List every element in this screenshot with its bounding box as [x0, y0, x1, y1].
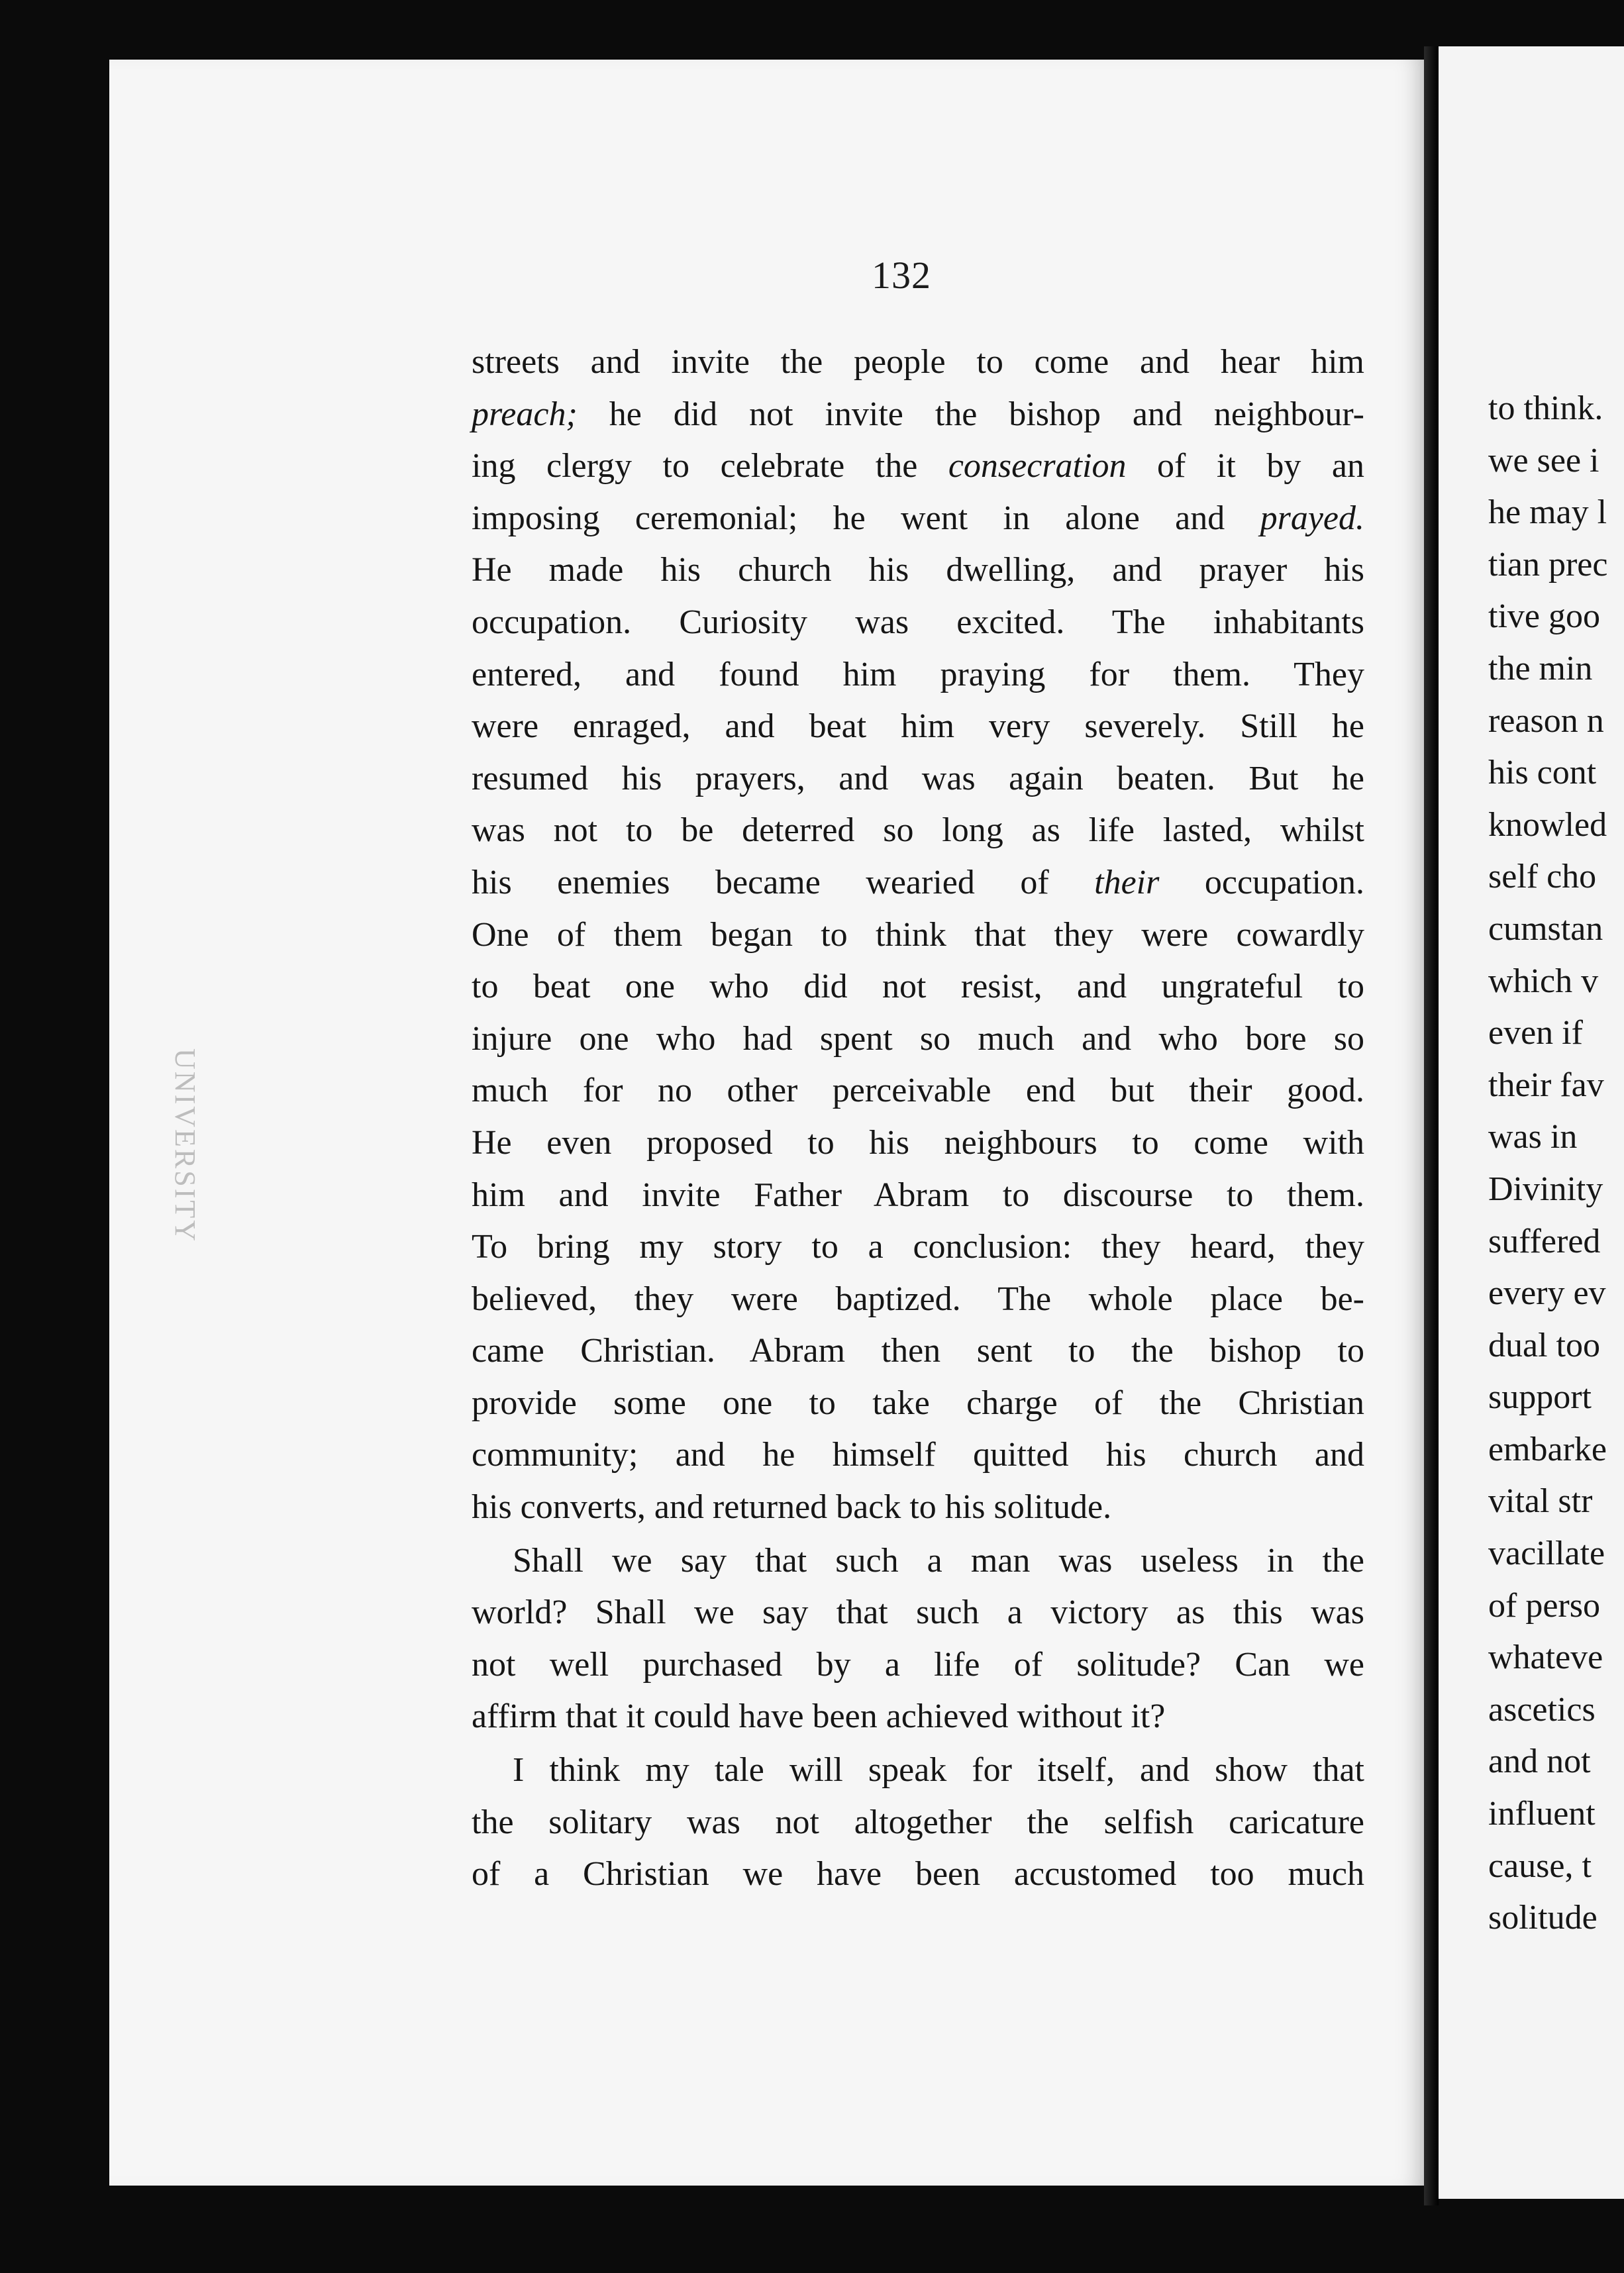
text-line: much for no other perceivable end but their good.: [472, 1072, 1364, 1110]
text-line: Shall we say that such a man was useless in the: [513, 1541, 1364, 1580]
right-text-line: support: [1488, 1378, 1592, 1417]
right-text-line: vacillate: [1488, 1535, 1605, 1573]
text-line: was not to be deterred so long as life lasted, whilst: [472, 811, 1364, 850]
right-text-line: vital str: [1488, 1482, 1593, 1521]
right-text-line: his cont: [1488, 754, 1597, 792]
text-line: to beat one who did not resist, and ungrateful to: [472, 968, 1364, 1006]
text-line: preach; he did not invite the bishop and neighbour-: [472, 395, 1364, 433]
right-text-line: and not: [1488, 1743, 1591, 1781]
right-text-line: solitude: [1488, 1899, 1598, 1937]
text-line: world? Shall we say that such a victory as this was: [472, 1593, 1364, 1632]
text-line: provide some one to take charge of the Christian: [472, 1384, 1364, 1422]
text-line: the solitary was not altogether the selfish caricature: [472, 1803, 1364, 1841]
text-line: were enraged, and beat him very severely. Still he: [472, 707, 1364, 746]
text-line: One of them began to think that they were cowardly: [472, 915, 1364, 954]
text-line: his enemies became wearied of their occupation.: [472, 863, 1364, 901]
paragraph-2: [472, 1535, 1364, 1743]
text-line: affirm that it could have been achieved without it?: [472, 1697, 1166, 1736]
right-text-line: tive goo: [1488, 597, 1600, 636]
right-text-line: was in: [1488, 1118, 1578, 1156]
text-line: He made his church his dwelling, and prayer his: [472, 551, 1364, 589]
right-text-line: embarke: [1488, 1430, 1607, 1468]
text-line: I think my tale will speak for itself, and show that: [513, 1751, 1364, 1790]
text-line: not well purchased by a life of solitude? Can we: [472, 1645, 1364, 1684]
text-line: ing clergy to celebrate the consecration of it by an: [472, 447, 1364, 485]
right-text-line: cause, t: [1488, 1846, 1592, 1885]
text-line: of a Christian we have been accustomed too much: [472, 1855, 1364, 1894]
right-text-line: whateve: [1488, 1639, 1603, 1677]
text-line: came Christian. Abram then sent to the bishop to: [472, 1332, 1364, 1370]
right-text-line: dual too: [1488, 1326, 1600, 1364]
body-text: [472, 336, 1364, 1901]
right-text-line: suffered: [1488, 1222, 1601, 1260]
library-stamp: UNIVERSITY: [169, 1048, 202, 1243]
right-text-line: Divinity: [1488, 1170, 1603, 1208]
text-line: imposing ceremonial; he went in alone and prayed.: [472, 499, 1364, 537]
right-text-line: cumstan: [1488, 909, 1603, 948]
text-line: injure one who had spent so much and who bore so: [472, 1019, 1364, 1058]
right-text-line: of perso: [1488, 1586, 1600, 1625]
text-line: occupation. Curiosity was excited. The inhabitants: [472, 603, 1364, 641]
right-text-line: influent: [1488, 1795, 1596, 1833]
right-text-line: tian prec: [1488, 545, 1608, 583]
text-line: resumed his prayers, and was again beaten. But he: [472, 759, 1364, 797]
right-text-line: we see i: [1488, 441, 1599, 480]
right-text-line: knowled: [1488, 805, 1607, 844]
text-line: streets and invite the people to come and hear him: [472, 343, 1364, 381]
right-text-line: which v: [1488, 962, 1599, 1000]
text-line: believed, they were baptized. The whole place be-: [472, 1280, 1364, 1318]
text-line: his converts, and returned back to his solitude.: [472, 1488, 1112, 1527]
right-text-line: every ev: [1488, 1274, 1606, 1313]
right-text-line: their fav: [1488, 1066, 1604, 1104]
right-text-line: even if: [1488, 1014, 1583, 1052]
right-page: [1439, 46, 1624, 2199]
right-text-line: reason n: [1488, 701, 1604, 740]
page-gutter-shadow: [1424, 46, 1439, 2205]
text-line: To bring my story to a conclusion: they heard, they: [472, 1228, 1364, 1266]
right-text-line: ascetics: [1488, 1690, 1596, 1729]
right-text-line: to think.: [1488, 389, 1603, 427]
paragraph-1: [472, 336, 1364, 1534]
text-line: entered, and found him praying for them. They: [472, 655, 1364, 693]
page-number: 132: [872, 254, 931, 297]
paragraph-3: [472, 1744, 1364, 1901]
right-text-line: he may l: [1488, 493, 1607, 532]
right-page-text: [1488, 383, 1624, 1945]
right-text-line: self cho: [1488, 858, 1597, 896]
text-line: community; and he himself quitted his church and: [472, 1436, 1364, 1474]
right-text-line: the min: [1488, 649, 1593, 687]
text-line: He even proposed to his neighbours to come with: [472, 1123, 1364, 1162]
text-line: him and invite Father Abram to discourse to them.: [472, 1176, 1364, 1214]
